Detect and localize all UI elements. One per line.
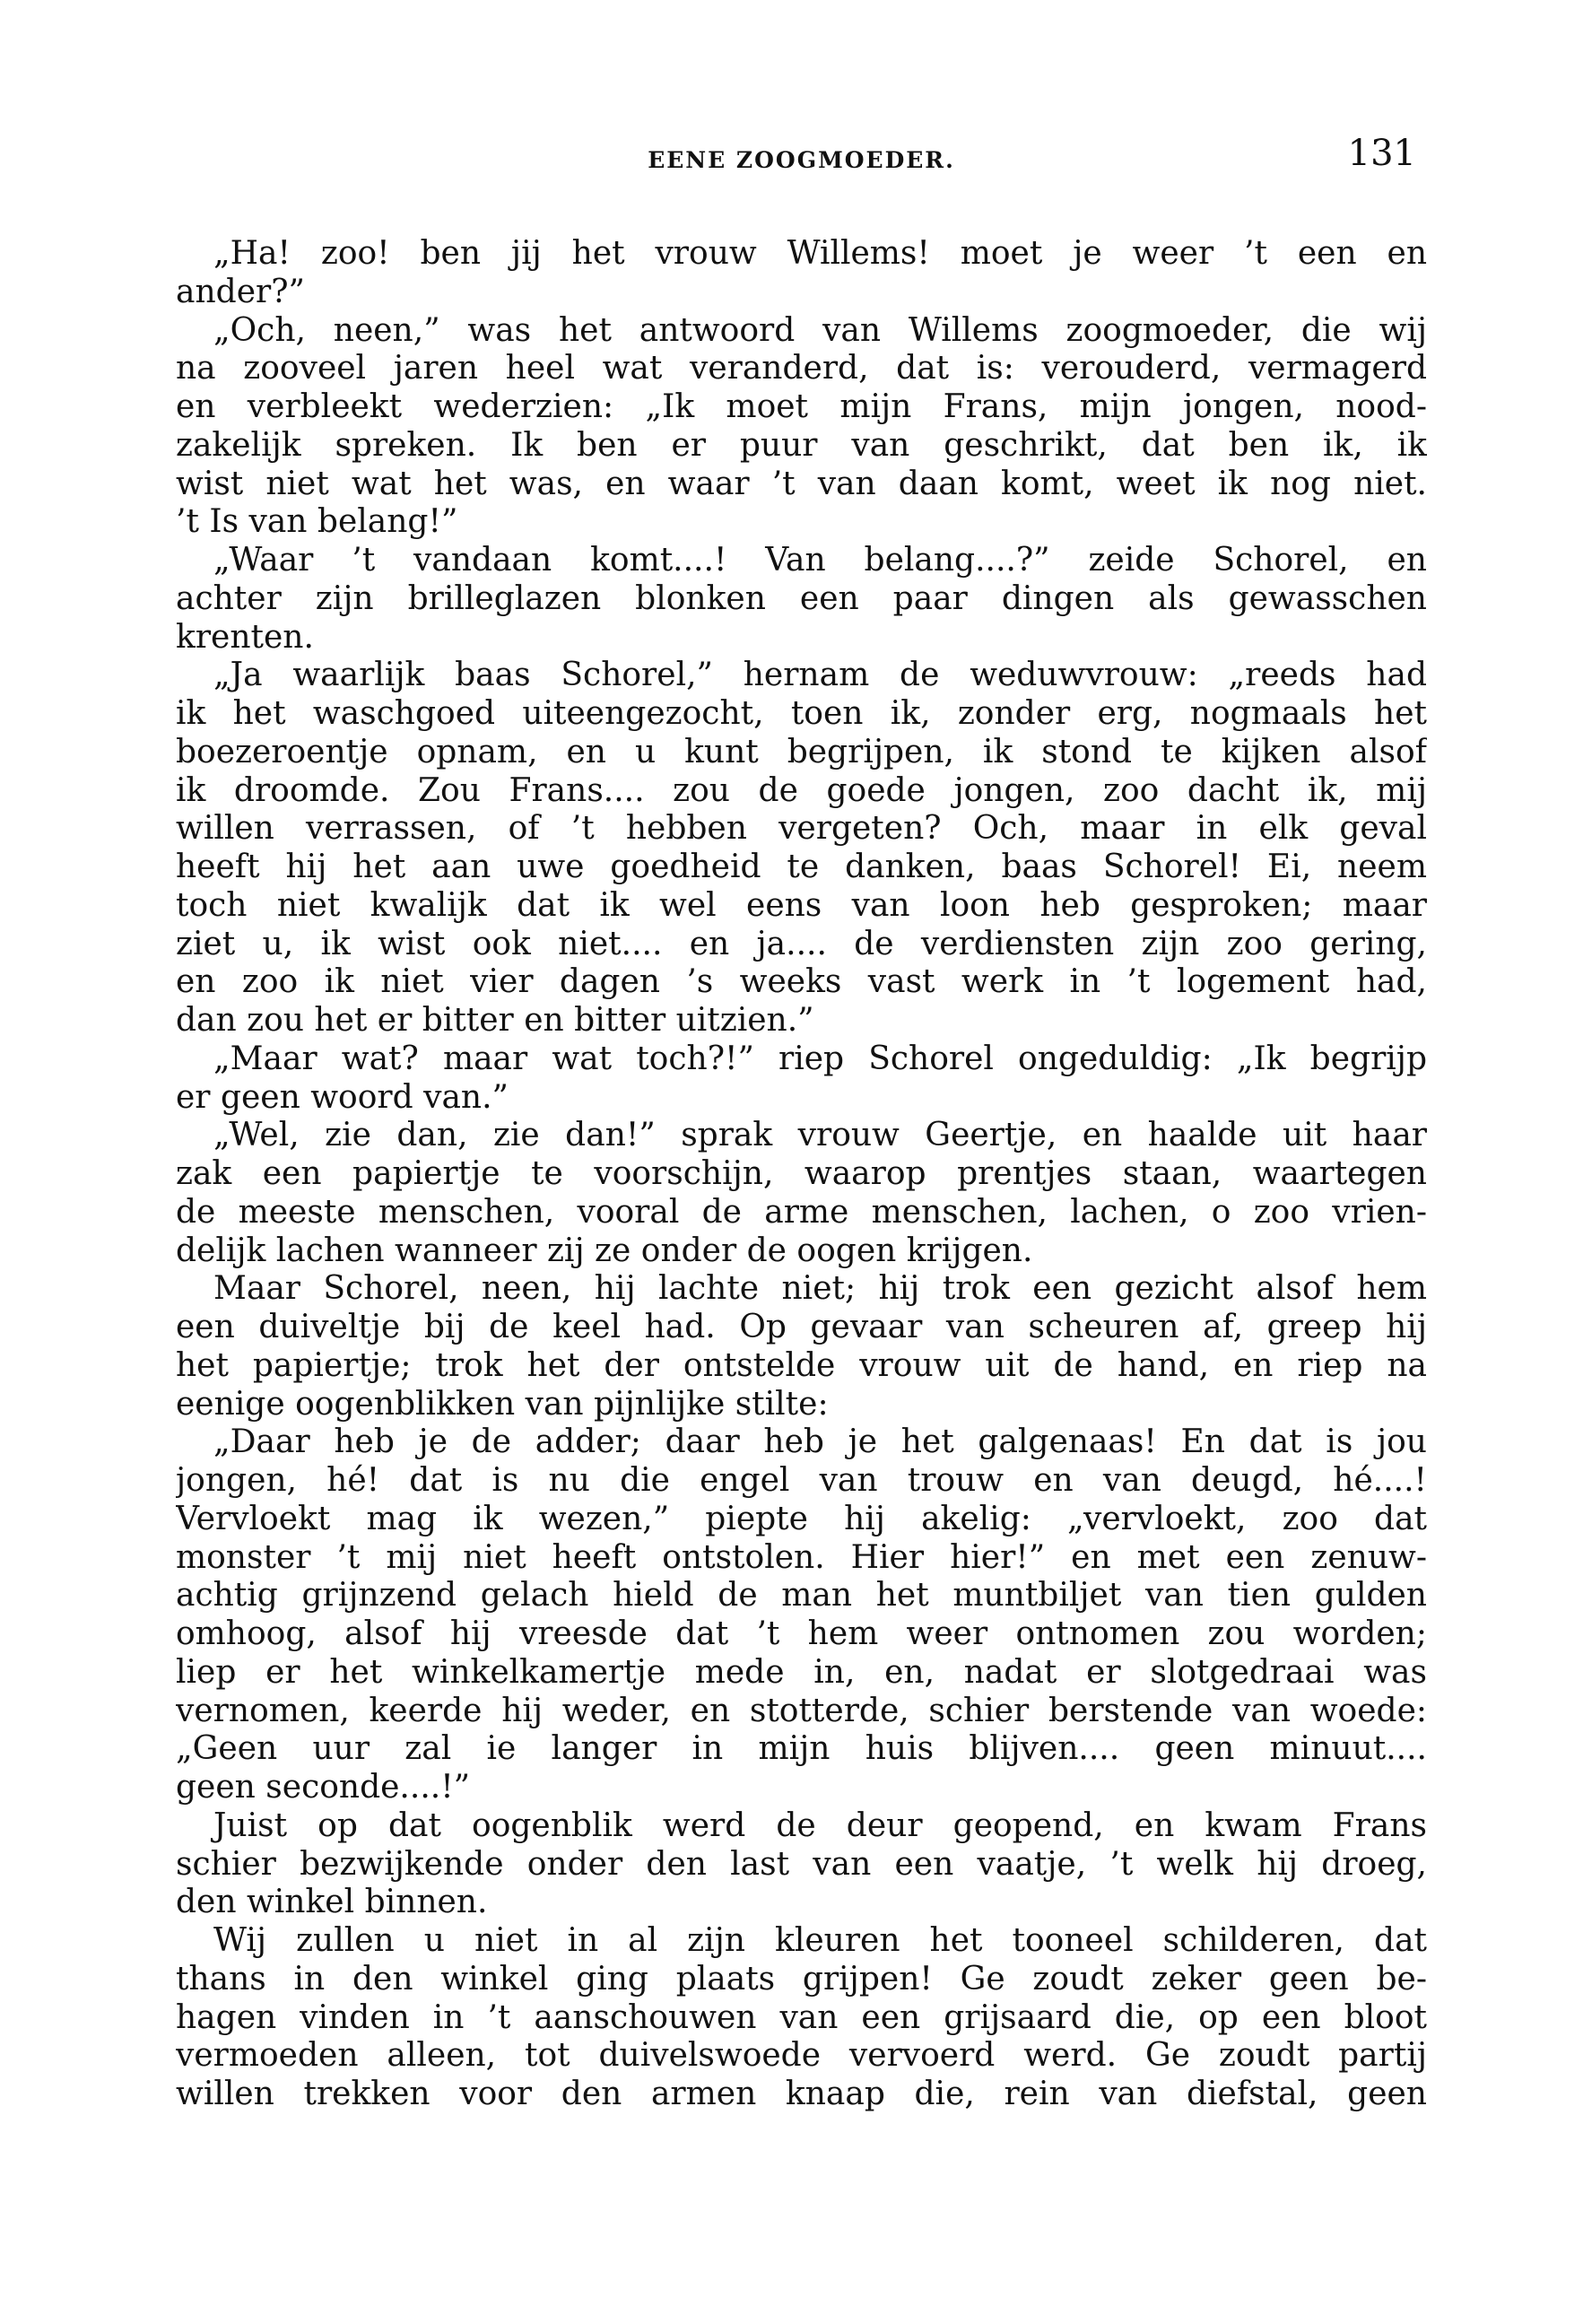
- text-line: er geen woord van.”: [176, 1078, 509, 1116]
- text-line: den winkel binnen.: [176, 1884, 488, 1921]
- text-line: de meeste menschen, vooral de arme menschen, lachen, o zoo vrien-: [176, 1193, 1427, 1231]
- text-line: Wij zullen u niet in al zijn kleuren het tooneel schilderen, dat: [213, 1922, 1427, 1959]
- text-line: heeft hij het aan uwe goedheid te danken, baas Schorel! Ei, neem: [176, 849, 1427, 885]
- text-line: „Geen uur zal ie langer in mijn huis blijven.... geen minuut....: [176, 1730, 1427, 1768]
- page-header: [176, 133, 1427, 187]
- text-line: krenten.: [176, 618, 314, 656]
- text-line: en verbleekt wederzien: „Ik moet mijn Frans, mijn jongen, nood-: [176, 388, 1427, 425]
- text-line: na zooveel jaren heel wat veranderd, dat is: verouderd, vermagerd: [176, 350, 1427, 387]
- text-line: „Och, neen,” was het antwoord van Willems zoogmoeder, die wij: [213, 311, 1427, 349]
- text-line: „Ha! zoo! ben jij het vrouw Willems! moet je weer ’t een en: [213, 235, 1427, 272]
- text-line: „Maar wat? maar wat toch?!” riep Schorel ongeduldig: „Ik begrijp: [213, 1040, 1427, 1077]
- text-line: ’t Is van belang!”: [176, 503, 458, 541]
- text-line: ik droomde. Zou Frans.... zou de goede jongen, zoo dacht ik, mij: [176, 771, 1427, 809]
- text-line: boezeroentje opnam, en u kunt begrijpen, ik stond te kijken alsof: [176, 733, 1427, 770]
- text-line: „Daar heb je de adder; daar heb je het galgenaas! En dat is jou: [213, 1423, 1427, 1461]
- text-line: zak een papiertje te voorschijn, waarop prentjes staan, waartegen: [176, 1155, 1427, 1192]
- text-line: willen verrassen, of ’t hebben vergeten? Och, maar in elk geval: [176, 810, 1427, 848]
- text-line: ziet u, ik wist ook niet.... en ja.... de verdiensten zijn zoo gering,: [176, 925, 1427, 962]
- text-line: Juist op dat oogenblik werd de deur geopend, en kwam Frans: [213, 1806, 1427, 1844]
- text-line: vernomen, keerde hij weder, en stotterde, schier berstende van woede:: [176, 1692, 1427, 1729]
- text-line: hagen vinden in ’t aanschouwen van een grijsaard die, op een bloot: [176, 1998, 1427, 2036]
- text-line: Vervloekt mag ik wezen,” piepte hij akelig: „vervloekt, zoo dat: [176, 1500, 1427, 1537]
- text-line: achter zijn brilleglazen blonken een paar dingen als gewasschen: [176, 579, 1427, 617]
- text-line: dan zou het er bitter en bitter uitzien.”: [176, 1002, 814, 1039]
- text-line: „Ja waarlijk baas Schorel,” hernam de weduwvrouw: „reeds had: [213, 657, 1427, 694]
- text-line: jongen, hé! dat is nu die engel van trouw en van deugd, hé....!: [176, 1462, 1427, 1499]
- text-line: omhoog, alsof hij vreesde dat ’t hem weer ontnomen zou worden;: [176, 1615, 1427, 1652]
- text-line: geen seconde....!”: [176, 1769, 471, 1806]
- page-number: 131: [1347, 133, 1416, 174]
- text-line: delijk lachen wanneer zij ze onder de oogen krijgen.: [176, 1232, 1033, 1269]
- text-line: „Waar ’t vandaan komt....! Van belang....?” zeide Schorel, en: [213, 542, 1427, 579]
- text-line: willen trekken voor den armen knaap die, rein van diefstal, geen: [176, 2076, 1427, 2112]
- text-line: thans in den winkel ging plaats grijpen! Ge zoudt zeker geen be-: [176, 1960, 1427, 1998]
- text-line: liep er het winkelkamertje mede in, en, nadat er slotgedraai was: [176, 1653, 1427, 1691]
- text-line: monster ’t mij niet heeft ontstolen. Hier hier!” en met een zenuw-: [176, 1538, 1427, 1576]
- text-line: en zoo ik niet vier dagen ’s weeks vast werk in ’t logement had,: [176, 963, 1427, 1001]
- text-line: zakelijk spreken. Ik ben er puur van geschrikt, dat ben ik, ik: [176, 426, 1427, 464]
- text-line: „Wel, zie dan, zie dan!” sprak vrouw Geertje, en haalde uit haar: [213, 1117, 1427, 1154]
- text-line: een duiveltje bij de keel had. Op gevaar van scheuren af, greep hij: [176, 1309, 1427, 1345]
- text-line: achtig grijnzend gelach hield de man het muntbiljet van tien gulden: [176, 1577, 1427, 1615]
- text-line: eenige oogenblikken van pijnlijke stilte:: [176, 1385, 829, 1423]
- running-head: EENE ZOOGMOEDER.: [648, 147, 955, 173]
- text-line: vermoeden alleen, tot duivelswoede vervoerd werd. Ge zoudt partij: [176, 2037, 1427, 2075]
- text-line: toch niet kwalijk dat ik wel eens van loon heb gesproken; maar: [176, 886, 1427, 924]
- text-line: schier bezwijkende onder den last van een vaatje, ’t welk hij droeg,: [176, 1845, 1427, 1883]
- body-text: [176, 235, 1427, 2114]
- text-line: ik het waschgoed uiteengezocht, toen ik, zonder erg, nogmaals het: [176, 695, 1427, 732]
- text-line: Maar Schorel, neen, hij lachte niet; hij trok een gezicht alsof hem: [213, 1270, 1427, 1308]
- text-line: het papiertje; trok het der ontstelde vrouw uit de hand, en riep na: [176, 1346, 1427, 1384]
- text-line: ander?”: [176, 273, 305, 310]
- text-line: wist niet wat het was, en waar ’t van daan komt, weet ik nog niet.: [176, 465, 1427, 502]
